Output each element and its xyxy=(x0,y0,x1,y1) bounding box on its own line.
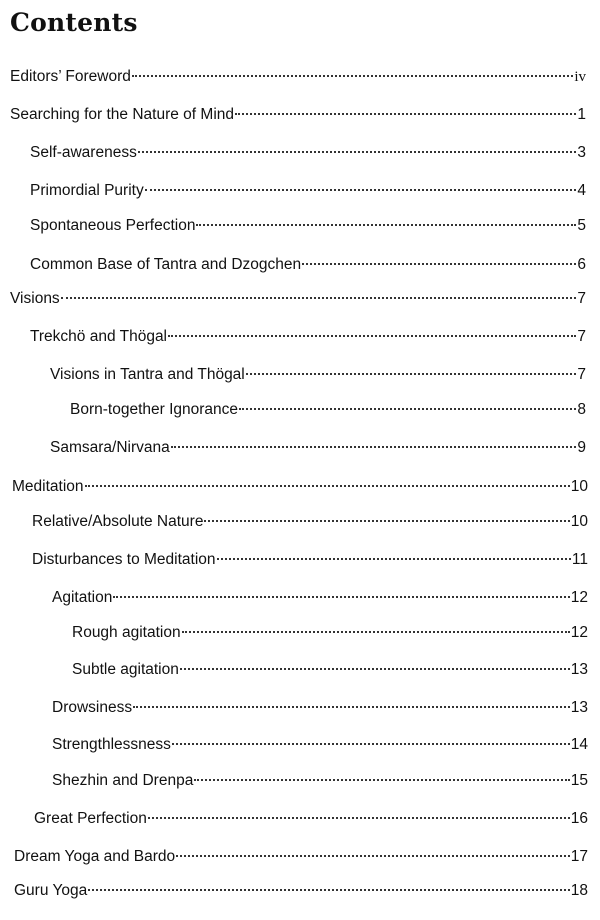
toc-entry-label: Primordial Purity xyxy=(30,182,144,199)
toc-entry-page: 8 xyxy=(577,401,586,418)
dot-leader xyxy=(145,189,577,191)
toc-entry-page: 11 xyxy=(571,551,588,568)
toc-entry-strengthlessness[interactable] xyxy=(52,734,588,756)
toc-entry-visions[interactable] xyxy=(10,288,586,310)
dot-leader xyxy=(182,631,570,633)
dot-leader xyxy=(204,520,569,522)
toc-entry-guru-yoga[interactable] xyxy=(14,880,588,902)
toc-entry-label: Strengthlessness xyxy=(52,736,171,753)
toc-entry-page: 1 xyxy=(577,106,586,123)
toc-entry-label: Drowsiness xyxy=(52,699,133,716)
toc-entry-label: Born-together Ignorance xyxy=(70,401,239,418)
toc-entry-page: 10 xyxy=(570,513,588,530)
toc-entry-searching-nature-of-mind[interactable] xyxy=(10,104,586,126)
toc-entry-page: 7 xyxy=(577,290,586,307)
toc-entry-page: 6 xyxy=(577,256,586,273)
dot-leader xyxy=(172,743,570,745)
dot-leader xyxy=(133,706,570,708)
toc-entry-agitation[interactable] xyxy=(52,587,588,609)
toc-entry-dream-yoga-bardo[interactable] xyxy=(14,846,588,868)
toc-entry-page: 12 xyxy=(570,589,588,606)
toc-entry-subtle-agitation[interactable] xyxy=(72,659,588,681)
toc-entry-rough-agitation[interactable] xyxy=(72,622,588,644)
toc-entry-page: 7 xyxy=(577,328,586,345)
toc-entry-label: Great Perfection xyxy=(34,810,147,827)
dot-leader xyxy=(113,596,569,598)
toc-entry-label: Editors’ Foreword xyxy=(10,68,131,85)
toc-entry-editors-foreword[interactable] xyxy=(10,66,586,88)
dot-leader xyxy=(138,151,577,153)
toc-entry-label: Rough agitation xyxy=(72,624,181,641)
toc-entry-label: Samsara/Nirvana xyxy=(50,439,170,456)
toc-entry-page: 14 xyxy=(570,736,588,753)
toc-entry-label: Common Base of Tantra and Dzogchen xyxy=(30,256,302,273)
dot-leader xyxy=(88,889,569,891)
toc-entry-page: 13 xyxy=(570,661,588,678)
toc-entry-meditation[interactable] xyxy=(12,476,588,498)
toc-entry-disturbances-meditation[interactable] xyxy=(32,549,588,571)
toc-entry-trekcho-thogal[interactable] xyxy=(30,326,586,348)
toc-entry-label: Shezhin and Drenpa xyxy=(52,772,194,789)
toc-entry-self-awareness[interactable] xyxy=(30,142,586,164)
toc-entry-page: 9 xyxy=(577,439,586,456)
toc-entry-label: Subtle agitation xyxy=(72,661,179,678)
dot-leader xyxy=(85,485,570,487)
toc-entry-visions-tantra-thogal[interactable] xyxy=(50,364,586,386)
dot-leader xyxy=(132,75,573,77)
toc-entry-page: 4 xyxy=(577,182,586,199)
toc-entry-label: Disturbances to Meditation xyxy=(32,551,216,568)
dot-leader xyxy=(302,263,576,265)
toc-entry-label: Visions xyxy=(10,290,60,307)
toc-entry-relative-absolute-nature[interactable] xyxy=(32,511,588,533)
dot-leader xyxy=(168,335,576,337)
dot-leader xyxy=(235,113,576,115)
toc-entry-page: iv xyxy=(574,69,586,85)
toc-entry-label: Visions in Tantra and Thögal xyxy=(50,366,245,383)
toc-entry-common-base[interactable] xyxy=(30,254,586,276)
toc-entry-page: 10 xyxy=(570,478,588,495)
page-title: Contents xyxy=(10,8,138,37)
toc-entry-label: Dream Yoga and Bardo xyxy=(14,848,176,865)
toc-entry-label: Spontaneous Perfection xyxy=(30,217,196,234)
toc-entry-label: Guru Yoga xyxy=(14,882,88,899)
toc-entry-drowsiness[interactable] xyxy=(52,697,588,719)
toc-entry-born-together-ignorance[interactable] xyxy=(70,399,586,421)
dot-leader xyxy=(239,408,576,410)
toc-entry-page: 3 xyxy=(577,144,586,161)
dot-leader xyxy=(180,668,570,670)
toc-entry-label: Meditation xyxy=(12,478,84,495)
toc-entry-label: Searching for the Nature of Mind xyxy=(10,106,235,123)
toc-entry-page: 13 xyxy=(570,699,588,716)
toc-entry-page: 5 xyxy=(577,217,586,234)
toc-entry-page: 17 xyxy=(570,848,588,865)
toc-entry-label: Relative/Absolute Nature xyxy=(32,513,204,530)
toc-entry-primordial-purity[interactable] xyxy=(30,180,586,202)
dot-leader xyxy=(176,855,570,857)
toc-entry-shezhin-drenpa[interactable] xyxy=(52,770,588,792)
toc-entry-page: 16 xyxy=(570,810,588,827)
dot-leader xyxy=(246,373,577,375)
dot-leader xyxy=(194,779,569,781)
toc-entry-great-perfection[interactable] xyxy=(34,808,588,830)
toc-entry-page: 15 xyxy=(570,772,588,789)
toc-entry-label: Self-awareness xyxy=(30,144,137,161)
toc-entry-page: 7 xyxy=(577,366,586,383)
dot-leader xyxy=(171,446,577,448)
dot-leader xyxy=(217,558,571,560)
toc-entry-spontaneous-perfection[interactable] xyxy=(30,215,586,237)
toc-entry-page: 12 xyxy=(570,624,588,641)
dot-leader xyxy=(148,817,570,819)
toc-entry-samsara-nirvana[interactable] xyxy=(50,437,586,459)
dot-leader xyxy=(61,297,577,299)
dot-leader xyxy=(196,224,576,226)
toc-entry-label: Trekchö and Thögal xyxy=(30,328,168,345)
toc-entry-page: 18 xyxy=(570,882,588,899)
toc-entry-label: Agitation xyxy=(52,589,113,606)
